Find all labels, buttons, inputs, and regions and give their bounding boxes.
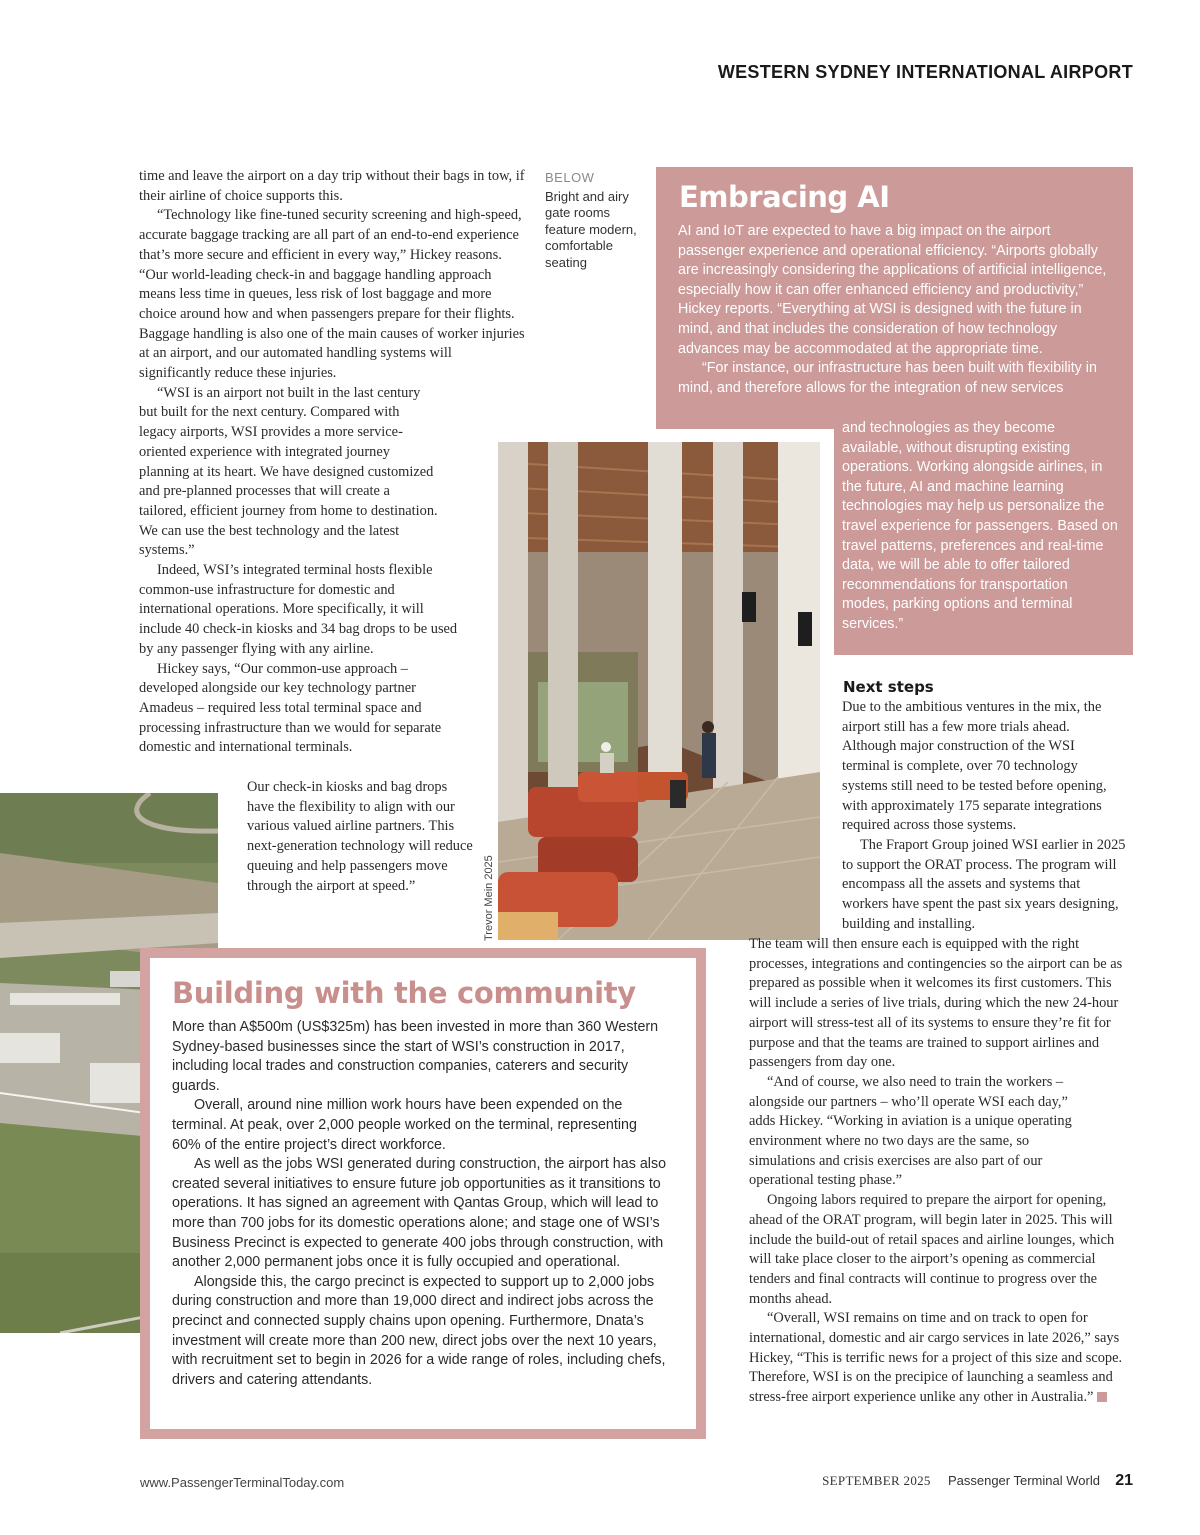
caption-label: BELOW (545, 170, 595, 185)
next-p2a: The Fraport Group joined WSI earlier in 2025 to support the ORAT process. The program will encompass all the assets and systems that workers have spent the past six years designing, building and installing. (842, 836, 1126, 932)
left-p6: Our check-in kiosks and bag drops have the flexibility to align with our various valued airline partners. This next-generation technology will reduce queuing and help passengers move through the airport at speed.” (247, 779, 473, 894)
left-p5: Hickey says, “Our common-use approach – developed alongside our key technology partner Amadeus – required less total terminal space and processing infrastructure than we would for separate domestic and international terminals. (139, 660, 442, 756)
community-box-text (172, 1018, 667, 1390)
ai-panel-text (678, 222, 1118, 398)
left-p4: Indeed, WSI’s integrated terminal hosts flexible common-use infrastructure for domestic and international operations. More specifically, it will include 40 check-in kiosks and 34 bag drops to be used by any passenger flying with any airline. (139, 562, 458, 657)
left-column (139, 167, 525, 758)
ai-panel-text-continued (842, 419, 1118, 635)
caption-text: Bright and airy gate rooms feature modern, comfortable seating (545, 188, 637, 270)
next-steps-column-continued (749, 935, 1126, 1408)
community-box-title: Building with the community (172, 976, 636, 1010)
left-p1: time and leave the airport on a day trip without their bags in tow, if their airline of choice supports this. (139, 168, 525, 204)
community-p4: Alongside this, the cargo precinct is expected to support up to 2,000 jobs during construction and more than 19,000 direct and indirect jobs across the precinct and connected supply chains upon opening. Furthermore, Dnata’s investment will create more than 200 new, direct jobs over the next 10 years, with recruitment set to begin in 2026 for a wide range of roles, including chefs, drivers and catering attendants. (172, 1273, 666, 1388)
end-mark-icon (1097, 1392, 1107, 1402)
footer-website: www.PassengerTerminalToday.com (140, 1475, 345, 1490)
next-p1: Due to the ambitious ventures in the mix, the airport still has a few more trials ahead. Although major construction of the WSI terminal is complete, over 70 technology systems still need to be tested before opening, with approximately 175 separate integrations required across those systems. (842, 699, 1107, 834)
community-p3: As well as the jobs WSI generated during construction, the airport has also created several initiatives to ensure future job opportunities as it transitions to operations. It has signed an agreement with Qantas Group, which will lead to more than 700 jobs for its domestic operations alone; and stage one of WSI’s Business Precinct is expected to generate 400 jobs through construction, with another 2,000 permanent jobs once it is fully occupied and operational. (172, 1156, 667, 1271)
next-p2b: The team will then ensure each is equipped with the right processes, integrations and contingencies so the airport can be as prepared as possible when it welcomes its first customers. This will include a series of live trials, during which the new 24-hour airport will stress-test all of its systems to ensure they’re fit for purpose and that the teams are trained to support airlines and passengers from day one. (749, 936, 1123, 1071)
next-p5-text: “Overall, WSI remains on time and on track to open for international, domestic and air cargo services in late 2026,” says Hickey, “This is terrific news for a project of this size and scope. Therefore, WSI is on the precipice of launching a seamless and stress-free airport experience unlike any other in Australia.” (749, 1310, 1123, 1406)
next-p5 (749, 1309, 1126, 1408)
photo-credit (480, 830, 494, 950)
footer-date: SEPTEMBER 2025 (822, 1473, 931, 1488)
ai-p2b: and technologies as they become available, without disrupting existing operations. Working alongside airlines, in the future, AI and machine learning technologies may help us personalize the travel experience for passengers. Based on travel patterns, preferences and real-time data, we will be able to offer tailored recommendations for transportation modes, parking options and terminal services.” (842, 420, 1118, 632)
photo-credit-text: Trevor Mein 2025 (483, 855, 495, 941)
footer-folio (822, 1472, 1133, 1490)
next-p3: “And of course, we also need to train the workers – alongside our partners – who’ll operate WSI each day,” adds Hickey. “Working in aviation is a unique operating environment where no two days are the same, so simulations and crisis exercises are also part of our operational testing phase.” (749, 1073, 1072, 1189)
footer-magazine: Passenger Terminal World (947, 1473, 1100, 1488)
community-p1: More than A$500m (US$325m) has been invested in more than 360 Western Sydney-based businesses since the start of WSI’s construction in 2017, including local trades and construction companies, caterers and security guards. (172, 1019, 659, 1094)
photo-caption (545, 170, 650, 271)
ai-panel-title: Embracing AI (679, 180, 890, 214)
ai-p2a: “For instance, our infrastructure has been built with flexibility in mind, and therefore allows for the integration of new services (678, 360, 1097, 396)
running-head: WESTERN SYDNEY INTERNATIONAL AIRPORT (717, 62, 1133, 82)
left-column-continued (247, 778, 475, 896)
next-p4: Ongoing labors required to prepare the airport for opening, ahead of the ORAT program, will begin later in 2025. This will include the build-out of retail spaces and airline lounges, which will take place closer to the airport’s opening as commercial tenders and final contracts will continue to progress over the months ahead. (749, 1192, 1115, 1307)
terminal-gate-photo (498, 442, 820, 940)
next-steps-heading: Next steps (843, 678, 934, 696)
left-p3: “WSI is an airport not built in the last century but built for the next century. Compared with legacy airports, WSI provides a more service-oriented experience with integrated journey planning at its heart. We have designed customized and pre-planned processes that will create a tailored, efficient journey from home to destination. We can use the best technology and the latest systems.” (139, 384, 438, 559)
next-steps-column (842, 698, 1126, 934)
ai-p1: AI and IoT are expected to have a big impact on the airport passenger experience and operational efficiency. “Airports globally are increasingly considering the applications of artificial intelligence, especially how it can offer enhanced efficiency and productivity,” Hickey reports. “Everything at WSI is designed with the future in mind, and that includes the consideration of how technology advances may be accommodated at the appropriate time. (678, 223, 1107, 357)
community-p2: Overall, around nine million work hours have been expended on the terminal. At peak, over 2,000 people worked on the terminal, representing 60% of the entire project’s direct workforce. (172, 1097, 637, 1153)
left-p2: “Technology like fine-tuned security screening and high-speed, accurate baggage tracking are all part of an end-to-end experience that’s more secure and efficient in every way,” Hickey reasons. “Our world-leading check-in and baggage handling approach means less time in queues, less risk of lost baggage and more choice around how and when passengers prepare for their flights. Baggage handling is also one of the main causes of worker injuries at an airport, and our automated handling systems will significantly reduce these injuries. (139, 207, 525, 382)
page-number: 21 (1115, 1472, 1133, 1489)
